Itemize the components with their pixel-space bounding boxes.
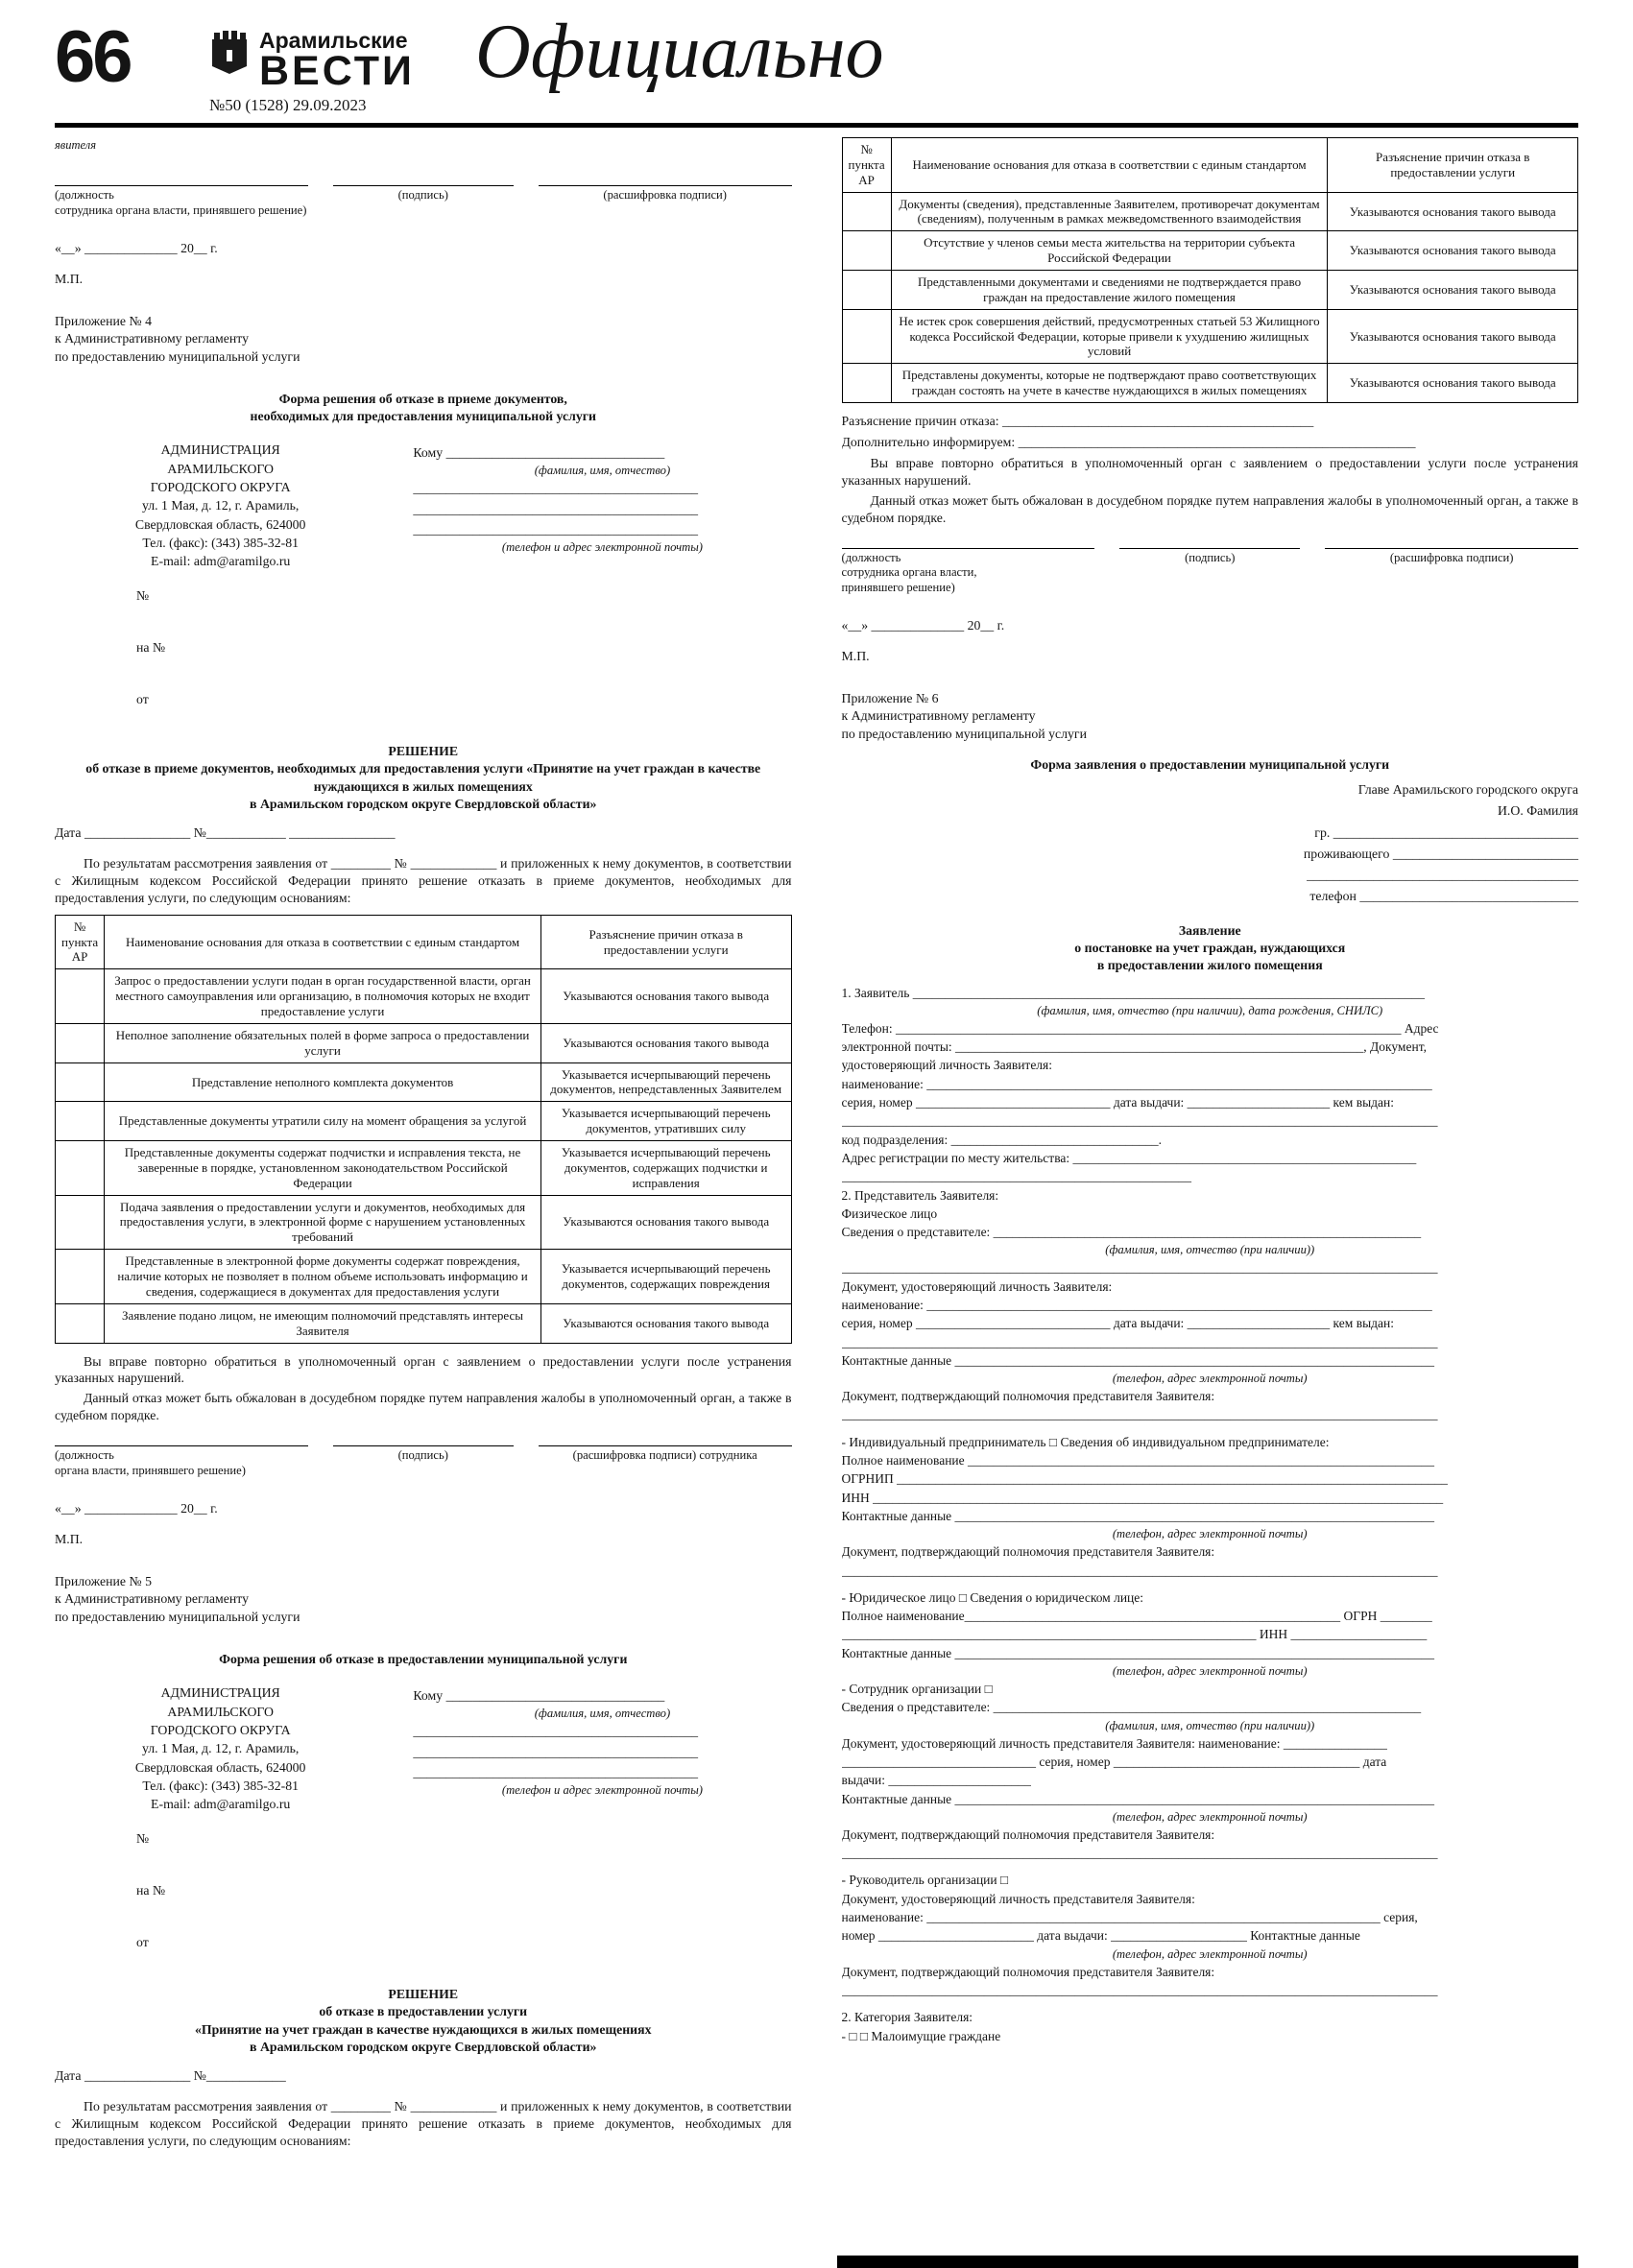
signature-line xyxy=(333,172,514,186)
form-line: Полное наименование ________________________________________________________________________ xyxy=(841,1453,1435,1468)
outgoing-number-label: № xyxy=(136,588,150,604)
addressee-fields xyxy=(413,1683,791,1813)
explanation-cell: Указываются основания такого вывода xyxy=(540,1023,791,1062)
form-line: Документ, удостоверяющий личность Заявителя: xyxy=(841,1278,1113,1294)
annex-line: к Административному регламенту xyxy=(55,331,250,346)
form-line: наименование: ______________________________________________________________________________ xyxy=(841,1298,1432,1312)
resolution-title-line: РЕШЕНИЕ xyxy=(388,744,459,759)
intro-paragraph-1: По результатам рассмотрения заявления от _________ № _____________ и приложенных к нему документов, в соответствии с Жилищным кодексом Российской Федерации принято решение отказать в приеме документов, необходимых для предоставления услуги, по следующим основаниям: xyxy=(55,855,792,905)
org-address-block xyxy=(55,441,386,570)
form-line: (телефон, адрес электронной почты) xyxy=(1112,1809,1308,1824)
table-row xyxy=(842,364,1578,403)
basis-cell: Представлены документы, которые не подтверждают право соответствующих граждан состоять на учете в качестве нуждающихся в жилых помещениях xyxy=(891,364,1328,403)
form-line: Документ, удостоверяющий личность представителя Заявителя: наименование: ________________ xyxy=(841,1735,1387,1751)
issue-info: №50 (1528) 29.09.2023 xyxy=(209,95,367,114)
additional-info-line: Дополнительно информируем: ____________________________________________________________ xyxy=(841,434,1416,449)
signature-caption: (должность xyxy=(55,1448,114,1463)
annex-line: по предоставлению муниципальной услуги xyxy=(55,348,300,364)
signature-caption-cont: сотрудника органа власти, принявшего решение) xyxy=(55,203,307,217)
signature-caption: (подпись) xyxy=(1185,550,1236,564)
form-line: Документ, подтверждающий полномочия представителя Заявителя: xyxy=(841,1389,1215,1404)
basis-cell: Не истек срок совершения действий, предусмотренных статьей 53 Жилищного кодекса Российской Федерации, которые привели к ухудшению жилищных условий xyxy=(891,309,1328,364)
annex-line: Приложение № 4 xyxy=(55,313,153,328)
annex-line: по предоставлению муниципальной услуги xyxy=(55,1609,300,1624)
ar-point-cell xyxy=(842,271,891,310)
form-line: серия, номер ______________________________ дата выдачи: ______________________ кем выдан: xyxy=(841,1316,1394,1331)
org-address-line: ул. 1 Мая, д. 12, г. Арамиль, xyxy=(141,498,300,513)
city-emblem-icon xyxy=(209,29,250,75)
form-title-line: Форма решения об отказе в предоставлении муниципальной услуги xyxy=(219,1652,628,1667)
refusal-grounds-table-1 xyxy=(55,915,792,1344)
resolution-title-line: об отказе в предоставлении услуги xyxy=(319,2004,528,2019)
appeal-paragraph: Данный отказ может быть обжалован в досудебном порядке путем направления жалобы в уполномоченный орган, а также в судебном порядке. xyxy=(841,492,1578,525)
signature-block-3 xyxy=(842,535,1579,596)
left-column xyxy=(55,135,792,2153)
signature-caption: (расшифровка подписи) xyxy=(1389,550,1514,564)
form-line: Контактные данные __________________________________________________________________________ xyxy=(841,1791,1435,1806)
form-line: ____________________________________________________________________________________________ xyxy=(841,1113,1438,1129)
application-addressee xyxy=(842,779,1579,906)
form-line: Адрес регистрации по месту жительства: _____________________________________________________ xyxy=(841,1150,1417,1165)
signature-block-2 xyxy=(55,1432,792,1464)
stamp-place: М.П. xyxy=(55,1531,84,1546)
explanation-cell: Указываются основания такого вывода xyxy=(1328,309,1578,364)
ar-point-cell xyxy=(56,1102,105,1141)
explanation-cell: Указываются основания такого вывода xyxy=(1328,271,1578,310)
form-line: (телефон, адрес электронной почты) xyxy=(1112,1664,1308,1679)
reference-numbers-2 xyxy=(136,1830,792,1951)
table-row xyxy=(842,231,1578,271)
form-line: ____________________________________________________________________________________________ xyxy=(841,1982,1438,1997)
table-header-row xyxy=(842,138,1578,193)
form-line: наименование: ______________________________________________________________________________ xyxy=(841,1076,1432,1091)
annex-line: Приложение № 6 xyxy=(841,690,939,705)
form-line: выдачи: ______________________ xyxy=(841,1773,1031,1788)
blank-line: ___________________________________________ xyxy=(413,1765,699,1780)
statement-title-line: в предоставлении жилого помещения xyxy=(1096,957,1323,972)
table-row xyxy=(56,1102,792,1141)
col-header-basis: Наименование основания для отказа в соответствии с единым стандартом xyxy=(891,138,1328,193)
basis-cell: Подача заявления о предоставлении услуги и документов, необходимых для предоставления услуги, в электронной форме с нарушением установленных требований xyxy=(105,1195,541,1250)
signature-caption: сотрудника органа власти, xyxy=(841,565,977,580)
signature-line xyxy=(842,535,1095,549)
resolution-title-line: в Арамильском городском округе Свердловской области» xyxy=(250,2039,597,2054)
ar-point-cell xyxy=(842,192,891,231)
form-line: серия, номер ______________________________ дата выдачи: ______________________ кем выдан: xyxy=(841,1095,1394,1110)
to-caption: (фамилия, имя, отчество) xyxy=(534,1706,671,1720)
org-address-line: ГОРОДСКОГО ОКРУГА xyxy=(150,479,291,494)
signature-caption-cont: органа власти, принявшего решение) xyxy=(55,1463,246,1477)
table-row xyxy=(842,192,1578,231)
form-line: электронной почты: _______________________________________________________________, Документ, xyxy=(841,1039,1427,1055)
form-line: наименование: ______________________________________________________________________ серия, xyxy=(841,1910,1418,1925)
resolution-title-line: «Принятие на учет граждан в качестве нуждающихся в жилых помещениях xyxy=(195,2021,652,2037)
blank-line: ___________________________________________ xyxy=(413,1724,699,1739)
carryover-fragment: явителя xyxy=(55,138,97,152)
form-line: ____________________________________________________________________________________________ xyxy=(841,1846,1438,1861)
org-address-line: Тел. (факс): (343) 385-32-81 xyxy=(142,1778,299,1793)
table-header-row xyxy=(56,915,792,969)
date-number-line-2: Дата ________________ №____________ xyxy=(55,2068,286,2084)
org-address-block xyxy=(55,1683,386,1813)
form-line: Документ, удостоверяющий личность представителя Заявителя: xyxy=(841,1891,1195,1906)
ar-point-cell xyxy=(56,1195,105,1250)
annex-line: к Административному регламенту xyxy=(841,708,1036,724)
form-line: Контактные данные __________________________________________________________________________ xyxy=(841,1508,1435,1523)
masthead xyxy=(0,0,1633,123)
form-line: ______________________________________________________ xyxy=(841,1169,1191,1184)
ar-point-cell xyxy=(842,231,891,271)
form-line: ____________________________________________________________________________________________ xyxy=(841,1563,1438,1578)
date-blank-line: «__» ______________ 20__ г. xyxy=(55,1500,218,1516)
ar-point-cell xyxy=(842,309,891,364)
to-label: Кому _________________________________ xyxy=(413,1688,665,1704)
table-row xyxy=(56,969,792,1024)
col-header-explanation: Разъяснение причин отказа в предоставлении услуги xyxy=(540,915,791,969)
annex-4-heading xyxy=(55,313,792,367)
signature-caption: (подпись) xyxy=(397,1448,448,1463)
to-contact-caption: (телефон и адрес электронной почты) xyxy=(501,539,703,554)
blank-line: ___________________________________________ xyxy=(413,1744,699,1759)
form-5-title xyxy=(55,1651,792,1668)
form-line: - Индивидуальный предприниматель □ Сведения об индивидуальном предпринимателе: xyxy=(841,1434,1330,1449)
form-line: Контактные данные __________________________________________________________________________ xyxy=(841,1645,1435,1660)
explanation-cell: Указывается исчерпывающий перечень документов, утративших силу xyxy=(540,1102,791,1141)
paper-name xyxy=(259,28,415,95)
table-row xyxy=(56,1023,792,1062)
signature-line xyxy=(333,1432,514,1446)
basis-cell: Запрос о предоставлении услуги подан в орган государственной власти, орган местного самоуправления или организацию, в полномочия которых не входит предоставление услуги xyxy=(105,969,541,1024)
addressee-line: _________________________________________ xyxy=(1307,867,1578,882)
retry-paragraph: Вы вправе повторно обратиться в уполномоченный орган с заявлением о предоставлении услуги после устранения указанных нарушений. xyxy=(841,455,1578,488)
form-line: - Сотрудник организации □ xyxy=(841,1682,993,1697)
org-address-line: ул. 1 Мая, д. 12, г. Арамиль, xyxy=(141,1741,300,1756)
form-line: Документ, подтверждающий полномочия представителя Заявителя: xyxy=(841,1826,1215,1842)
form-title-line: Форма заявления о предоставлении муниципальной услуги xyxy=(1030,757,1390,773)
resolution-title-2 xyxy=(60,1986,786,2056)
col-header-basis: Наименование основания для отказа в соответствии с единым стандартом xyxy=(105,915,541,969)
table-row xyxy=(56,1195,792,1250)
paper-name-top: Арамильские xyxy=(259,28,408,53)
bottom-page-bar xyxy=(837,2256,1578,2268)
table-row xyxy=(842,271,1578,310)
reference-numbers-1 xyxy=(136,587,792,708)
org-address-line: E-mail: adm@aramilgo.ru xyxy=(151,554,291,569)
newspaper-logo xyxy=(209,29,415,115)
basis-cell: Представленными документами и сведениями не подтверждается право граждан на предоставление жилого помещения xyxy=(891,271,1328,310)
addressee-line: проживающего ____________________________ xyxy=(1303,846,1578,861)
date-blank-line: «__» ______________ 20__ г. xyxy=(841,617,1005,633)
paper-name-bottom: ВЕСТИ xyxy=(259,48,415,95)
resolution-title-line: об отказе в приеме документов, необходимых для предоставления услуги «Принятие на учет граждан в качестве нуждающихся в жилых помещениях xyxy=(85,761,761,794)
basis-cell: Представленные документы содержат подчистки и исправления текста, не заверенные в порядке, установленном законодательством Российской Федерации xyxy=(105,1141,541,1196)
form-title-line: Форма решения об отказе в приеме документов, xyxy=(278,392,567,407)
application-form-lines xyxy=(842,984,1579,2045)
page-body xyxy=(0,128,1633,2153)
explanation-cell: Указываются основания такого вывода xyxy=(540,1303,791,1343)
form-line: (телефон, адрес электронной почты) xyxy=(1112,1372,1308,1386)
org-address-line: АРАМИЛЬСКОГО xyxy=(167,461,274,476)
col-header-explanation: Разъяснение причин отказа в предоставлении услуги xyxy=(1328,138,1578,193)
form-line: номер ________________________ дата выдачи: _____________________ Контактные данные xyxy=(841,1928,1360,1944)
form-line: - Руководитель организации □ xyxy=(841,1873,1009,1888)
signature-line xyxy=(1119,535,1300,549)
to-blank-lines xyxy=(413,1721,791,1782)
statement-title-line: о постановке на учет граждан, нуждающихся xyxy=(1074,940,1346,955)
form-line: (фамилия, имя, отчество (при наличии)) xyxy=(1105,1243,1315,1257)
signature-line xyxy=(55,172,308,186)
form-line: 2. Представитель Заявителя: xyxy=(841,1187,999,1203)
form-6-title xyxy=(842,756,1579,774)
addressee-line: Главе Арамильского городского округа xyxy=(1357,782,1578,798)
form-line xyxy=(842,1999,1579,2008)
basis-cell: Документы (сведения), представленные Заявителем, противоречат документам (сведениям), полученным в рамках межведомственного взаимодействия xyxy=(891,192,1328,231)
addressee-fields xyxy=(413,441,791,570)
org-address-line: АРАМИЛЬСКОГО xyxy=(167,1704,274,1719)
form-line: ____________________________________________________________________________________________ xyxy=(841,1334,1438,1349)
signature-block-1 xyxy=(55,172,792,203)
date-number-line-1: Дата ________________ №____________ ________________ xyxy=(55,825,396,841)
form-line: Документ, подтверждающий полномочия представителя Заявителя: xyxy=(841,1964,1215,1979)
signature-line xyxy=(539,1432,792,1446)
explanation-cell: Указывается исчерпывающий перечень документов, содержащих повреждения xyxy=(540,1250,791,1304)
annex-line: к Административному регламенту xyxy=(55,1591,250,1607)
form-line: Сведения о представителе: __________________________________________________________________ xyxy=(841,1700,1422,1715)
section-title: Официально xyxy=(475,10,884,94)
col-header-ar-point: № пункта АР xyxy=(56,915,105,969)
page-number: 66 xyxy=(55,16,131,98)
ar-point-cell xyxy=(56,1141,105,1196)
ar-point-cell xyxy=(56,1250,105,1304)
basis-cell: Заявление подано лицом, не имеющим полномочий представлять интересы Заявителя xyxy=(105,1303,541,1343)
basis-cell: Представление неполного комплекта документов xyxy=(105,1062,541,1102)
form-line: удостоверяющий личность Заявителя: xyxy=(841,1058,1053,1073)
org-address-line: АДМИНИСТРАЦИЯ xyxy=(160,1685,280,1701)
ar-point-cell xyxy=(56,1303,105,1343)
blank-line: ___________________________________________ xyxy=(413,501,699,516)
intro-paragraph-2: По результатам рассмотрения заявления от _________ № _____________ и приложенных к нему документов, в соответствии с Жилищным кодексом Российской Федерации принято решение отказать в приеме документов, необходимых для предоставления услуги, по следующим основаниям: xyxy=(55,2098,792,2148)
from-label: от xyxy=(136,692,149,707)
explanation-cell: Указываются основания такого вывода xyxy=(1328,364,1578,403)
col-header-ar-point: № пункта АР xyxy=(842,138,891,193)
ar-point-cell xyxy=(56,969,105,1024)
signature-caption: (должность xyxy=(55,188,114,203)
explanation-cell: Указывается исчерпывающий перечень документов, содержащих подчистки и исправления xyxy=(540,1141,791,1196)
form-line: ____________________________________________________________________________________________ xyxy=(841,1260,1438,1276)
form-line: 1. Заявитель _______________________________________________________________________________ xyxy=(841,985,1425,1000)
form-line: (фамилия, имя, отчество (при наличии), дата рождения, СНИЛС) xyxy=(1037,1003,1383,1017)
form-line: Сведения о представителе: __________________________________________________________________ xyxy=(841,1225,1422,1240)
basis-cell: Отсутствие у членов семьи места жительства на территории субъекта Российской Федерации xyxy=(891,231,1328,271)
form-line: ____________________________________________________________________________________________ xyxy=(841,1407,1438,1422)
form-line xyxy=(842,1580,1579,1588)
retry-paragraph: Вы вправе повторно обратиться в уполномоченный орган с заявлением о предоставлении услуги после устранения указанных нарушений. xyxy=(55,1353,792,1386)
form-line: 2. Категория Заявителя: xyxy=(841,2010,973,2025)
stamp-place: М.П. xyxy=(841,648,870,663)
incoming-number-label: на № xyxy=(136,640,166,656)
resolution-title-1 xyxy=(60,743,786,813)
basis-cell: Представленные в электронной форме документы содержат повреждения, наличие которых не позволяет в полном объеме использовать информацию и сведения, содержащиеся в документах для предоставления услуги xyxy=(105,1250,541,1304)
to-contact-caption: (телефон и адрес электронной почты) xyxy=(501,1782,703,1797)
explanation-cell: Указываются основания такого вывода xyxy=(540,969,791,1024)
explanation-cell: Указываются основания такого вывода xyxy=(1328,192,1578,231)
form-line: ______________________________ серия, номер ______________________________________ дата xyxy=(841,1754,1387,1769)
refusal-explanation-line: Разъяснение причин отказа: _______________________________________________ xyxy=(841,414,1314,429)
statement-title xyxy=(842,922,1579,974)
signature-caption: (расшифровка подписи) сотрудника xyxy=(572,1448,757,1463)
form-4-title xyxy=(55,391,792,425)
signature-line xyxy=(539,172,792,186)
annex-line: по предоставлению муниципальной услуги xyxy=(841,726,1087,741)
form-line: Полное наименование__________________________________________________________ ОГРН ________ xyxy=(841,1609,1432,1624)
form-title-line: необходимых для предоставления муниципальной услуги xyxy=(250,409,596,424)
form-line: ________________________________________________________________ ИНН _____________________ xyxy=(841,1627,1428,1642)
form-line: - Юридическое лицо □ Сведения о юридическом лице: xyxy=(841,1589,1144,1605)
form-line xyxy=(842,1424,1579,1433)
outgoing-number-label: № xyxy=(136,1831,150,1847)
form-line: Контактные данные __________________________________________________________________________ xyxy=(841,1352,1435,1368)
blank-line: ___________________________________________ xyxy=(413,522,699,537)
signature-caption: (подпись) xyxy=(397,188,448,203)
ar-point-cell xyxy=(56,1023,105,1062)
org-address-line: Тел. (факс): (343) 385-32-81 xyxy=(142,535,299,550)
org-address-line: E-mail: adm@aramilgo.ru xyxy=(151,1797,291,1812)
form-line: ИНН ________________________________________________________________________________________ xyxy=(841,1490,1444,1505)
form-line: (телефон, адрес электронной почты) xyxy=(1112,1527,1308,1541)
from-label: от xyxy=(136,1935,149,1950)
table-row xyxy=(56,1141,792,1196)
explanation-cell: Указываются основания такого вывода xyxy=(540,1195,791,1250)
resolution-title-line: в Арамильском городском округе Свердловской области» xyxy=(250,796,597,811)
to-caption: (фамилия, имя, отчество) xyxy=(534,463,671,477)
form-line: код подразделения: ________________________________. xyxy=(841,1132,1163,1147)
form-line: - □ □ Малоимущие граждане xyxy=(841,2028,1001,2043)
form-line: Документ, подтверждающий полномочия представителя Заявителя: xyxy=(841,1544,1215,1560)
statement-title-line: Заявление xyxy=(1178,922,1241,938)
explanation-cell: Указываются основания такого вывода xyxy=(1328,231,1578,271)
stamp-place: М.П. xyxy=(55,271,84,286)
signature-caption: принявшего решение) xyxy=(841,581,955,595)
refusal-grounds-table-2 xyxy=(842,137,1579,403)
right-column xyxy=(842,135,1579,2153)
table-row xyxy=(56,1062,792,1102)
incoming-number-label: на № xyxy=(136,1883,166,1898)
table-row xyxy=(842,309,1578,364)
annex-5-heading xyxy=(55,1573,792,1627)
letterhead-2 xyxy=(55,1683,792,1813)
org-address-line: ГОРОДСКОГО ОКРУГА xyxy=(150,1722,291,1737)
signature-line xyxy=(1325,535,1578,549)
addressee-line: гр. _____________________________________ xyxy=(1314,824,1578,840)
to-blank-lines xyxy=(413,478,791,539)
basis-cell: Представленные документы утратили силу на момент обращения за услугой xyxy=(105,1102,541,1141)
form-line: (телефон, адрес электронной почты) xyxy=(1112,1946,1308,1961)
signature-caption: (должность xyxy=(841,550,901,564)
table-row xyxy=(56,1250,792,1304)
signature-caption: (расшифровка подписи) xyxy=(603,188,727,203)
basis-cell: Неполное заполнение обязательных полей в форме запроса о предоставлении услуги xyxy=(105,1023,541,1062)
date-blank-line: «__» ______________ 20__ г. xyxy=(55,240,218,255)
addressee-line: И.О. Фамилия xyxy=(1497,803,1578,819)
table-row xyxy=(56,1303,792,1343)
form-line: Телефон: ______________________________________________________________________________ Адрес xyxy=(841,1020,1439,1036)
blank-line: ___________________________________________ xyxy=(413,481,699,496)
form-line: (фамилия, имя, отчество (при наличии)) xyxy=(1105,1718,1315,1732)
form-line xyxy=(842,1862,1579,1871)
annex-line: Приложение № 5 xyxy=(55,1573,153,1588)
letterhead-1 xyxy=(55,441,792,570)
annex-6-heading xyxy=(842,690,1579,744)
to-label: Кому _________________________________ xyxy=(413,445,665,461)
org-address-line: АДМИНИСТРАЦИЯ xyxy=(160,442,280,458)
form-line: Физическое лицо xyxy=(841,1206,938,1221)
org-address-line: Свердловская область, 624000 xyxy=(134,1759,306,1775)
org-address-line: Свердловская область, 624000 xyxy=(134,516,306,532)
resolution-title-line: РЕШЕНИЕ xyxy=(388,1987,459,2002)
ar-point-cell xyxy=(842,364,891,403)
signature-line xyxy=(55,1432,308,1446)
ar-point-cell xyxy=(56,1062,105,1102)
addressee-line: телефон _________________________________ xyxy=(1309,888,1578,903)
explanation-cell: Указывается исчерпывающий перечень документов, непредставленных Заявителем xyxy=(540,1062,791,1102)
appeal-paragraph: Данный отказ может быть обжалован в досудебном порядке путем направления жалобы в уполномоченный орган, а также в судебном порядке. xyxy=(55,1391,792,1423)
form-line: ОГРНИП _____________________________________________________________________________________ xyxy=(841,1471,1448,1487)
